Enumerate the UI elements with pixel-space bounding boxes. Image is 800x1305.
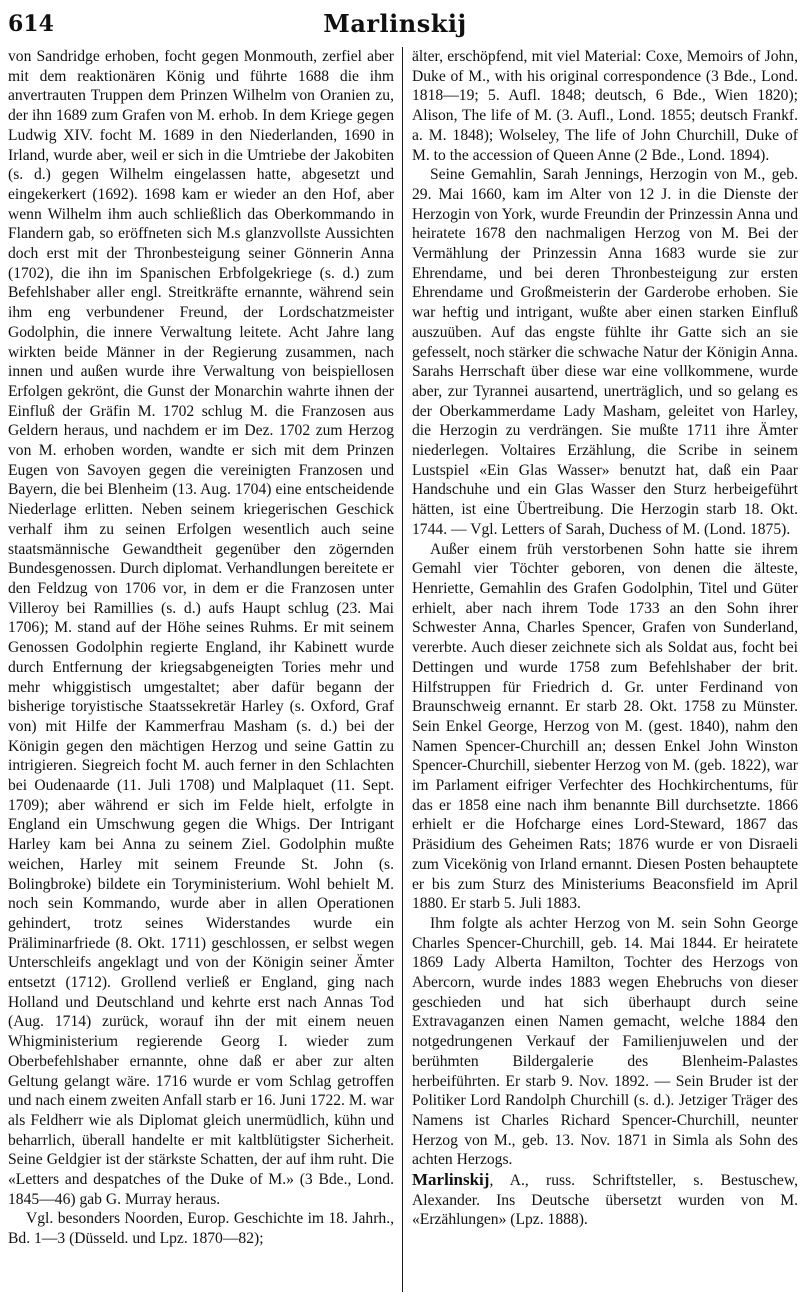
entry-headword: Marlinskij <box>412 1170 490 1190</box>
article-paragraph: Ihm folgte als achter Herzog von M. sein Sohn George Charles Spencer-Churchill, geb. 14. Mai 1844. Er heiratete 1869 Lady Alberta Hamilton, Tochter des Herzogs von Abercorn, wurde indes 1883 wegen Ehebruchs von dieser geschieden und hat sich überhaupt durch seine Extravaganzen einen Namen gemacht, welche 1884 den notgedrungenen Verkauf der Familienjuwelen und der berühmten Bildergalerie des Blenheim-Palastes herbeiführten. Er starb 9. Nov. 1892. — Sein Bruder ist der Politiker Lord Randolph Churchill (s. d.). Jetziger Träger des Namens ist Charles Richard Spencer-Churchill, neunter Herzog von M., geb. 13. Nov. 1871 in Simla als Sohn des achten Herzogs. <box>412 914 798 1169</box>
page-header <box>8 10 782 44</box>
article-paragraph: Seine Gemahlin, Sarah Jennings, Herzogin von M., geb. 29. Mai 1660, kam im Alter von 12 J. in die Dienste der Herzogin von York, wurde Freundin der Prinzessin Anna und heiratete 1678 den nachmaligen Herzog von M. Bei der Vermählung der Prinzessin Anna 1683 wurde sie zur Ehrendame, und bei deren Thronbesteigung zur ersten Ehrendame und Großmeisterin der Garderobe erhoben. Sie war heftig und intrigant, wußte aber einen starken Einfluß auszuüben. Auf das engste fühlte ihr Gatte sich an sie gefesselt, noch stärker die schwache Natur der Königin Anna. Sarahs Herrschaft über diese war eine vollkommene, wurde aber, zur Tyrannei ausartend, unerträglich, und so gelang es der Oberkammerdame Lady Masham, geleitet von Harley, die Herzogin zu verdrängen. Sie mußte 1711 ihre Ämter niederlegen. Voltaires Erzählung, die Scribe in seinem Lustspiel «Ein Glas Wasser» benutzt hat, daß ein Paar Handschuhe und ein Glas Wasser den Sturz herbeigeführt hätten, ist eine Übertreibung. Die Herzogin starb 18. Okt. 1744. — Vgl. Letters of Sarah, Duchess of M. (Lond. 1875). <box>412 166 798 538</box>
article-paragraph: Außer einem früh verstorbenen Sohn hatte sie ihrem Gemahl vier Töchter geboren, von denen die älteste, Henriette, Gemahlin des Grafen Godolphin, Titel und Güter erhielt, aber nach ihrem Tode 1733 an den Sohn ihrer Schwester Anna, Charles Spencer, Grafen von Sunderland, vererbte. Auch dieser zeichnete sich als Soldat aus, focht bei Dettingen und wurde 1758 zum Befehlshaber der brit. Hilfstruppen für Friedrich d. Gr. unter Ferdinand von Braunschweig ernannt. Er starb 28. Okt. 1758 zu Münster. Sein Enkel George, Herzog von M. (gest. 1840), nahm den Namen Spencer-Churchill an; dessen Enkel John Winston Spencer-Churchill, siebenter Herzog von M. (geb. 1822), war im Parlament eifriger Verfechter des Hochkirchentums, für das er 1858 eine nach ihm benannte Bill durchsetzte. 1866 erhielt er die Hofcharge eines Lord-Steward, 1867 das Präsidium des Geheimen Rats; 1876 wurde er von Disraeli zum Vicekönig von Irland ernannt. Diesen Posten behauptete er bis zum Sturz des Ministeriums Beaconsfield im April 1880. Er starb 5. Juli 1883. <box>412 540 798 913</box>
running-head: Marlinskij <box>323 9 467 38</box>
left-column <box>8 47 394 1297</box>
right-column <box>412 47 798 1297</box>
article-paragraph: Vgl. besonders Noorden, Europ. Geschichte im 18. Jahrh., Bd. 1—3 (Düsseld. und Lpz. 1870—82); <box>8 1210 394 1248</box>
entry-text: , A., russ. Schriftsteller, s. Bestuschew, Alexander. Ins Deutsche übersetzt wurden von M. «Erzählungen» (Lpz. 1888). <box>412 1172 798 1229</box>
column-divider <box>402 47 403 1292</box>
dictionary-entry <box>412 1170 798 1230</box>
article-paragraph: älter, erschöpfend, mit viel Material: Coxe, Memoirs of John, Duke of M., with his original correspondence (3 Bde., Lond. 1818—19; 5. Aufl. 1848; deutsch, 6 Bde., Wien 1820); Alison, The life of M. (3. Aufl., Lond. 1855; deutsch Frankf. a. M. 1848); Wolseley, The life of John Churchill, Duke of M. to the accession of Queen Anne (2 Bde., Lond. 1894). <box>412 48 798 164</box>
page-number: 614 <box>8 11 54 37</box>
article-paragraph: von Sandridge erhoben, focht gegen Monmouth, zerfiel aber mit dem reaktionären König und führte 1688 die ihm anvertrauten Truppen dem Prinzen Wilhelm von Oranien zu, der ihn 1689 zum Grafen von M. erhob. In dem Kriege gegen Ludwig XIV. focht M. 1689 in den Niederlanden, 1690 in Irland, wurde aber, weil er sich in die Umtriebe der Jakobiten (s. d.) gegen Wilhelm eingelassen hatte, abgesetzt und eingekerkert (1692). 1698 kam er wieder an den Hof, aber wenn Wilhelm ihm auch schließlich das Oberkommando in Flandern gab, so eröffneten sich M.s glanzvollste Aussichten doch erst mit der Thronbesteigung seiner Gönnerin Anna (1702), die ihn im Spanischen Erbfolgekriege (s. d.) zum Befehlshaber aller engl. Streitkräfte ernannte, während sein ihm eng verbundener Freund, der Lordschatzmeister Godolphin, die innere Verwaltung leitete. Acht Jahre lang wirkten beide Männer in der Regierung zusammen, nach innen und außen wurde ihre Verwaltung von beispiellosen Erfolgen gekrönt, die Gunst der Monarchin wahrte ihnen der Einfluß der Gräfin M. 1702 schlug M. die Franzosen aus Geldern heraus, und nachdem er im Dez. 1702 zum Herzog von M. erhoben worden, wandte er sich mit dem Prinzen Eugen von Savoyen gegen die vereinigten Franzosen und Bayern, die bei Blenheim (13. Aug. 1704) eine entscheidende Niederlage erlitten. Neben seinem kriegerischen Geschick verhalf ihm zu seinen Erfolgen wesentlich auch seine staatsmännische Gewandtheit gegenüber den zögernden Bundesgenossen. Durch diplomat. Verhandlungen bereitete er den Feldzug von 1706 vor, in dem er die Franzosen unter Villeroy bei Ramillies (s. d.) aufs Haupt schlug (23. Mai 1706); M. stand auf der Höhe seines Ruhms. Er mit seinem Genossen Godolphin regierte England, ihr Kabinett wurde durch Entfernung der kriegsabgeneigten Tories mehr und mehr whiggistisch umgestaltet; aber dafür begann der bisherige toryistische Staatssekretär Harley (s. Oxford, Graf von) mit Hilfe der Kammerfrau Masham (s. d.) bei der Königin gegen den mächtigen Herzog und seine Gattin zu intrigieren. Siegreich focht M. auch ferner in den Schlachten bei Oudenaarde (11. Juli 1708) und Malplaquet (11. Sept. 1709); aber während er sich im Felde hielt, erfolgte in England ein Umschwung gegen die Whigs. Der Intrigant Harley kam bei Anna zu seinem Ziel. Godolphin mußte weichen, Harley mit seinem Freunde St. John (s. Bolingbroke) bildete ein Toryministerium. Wohl behielt M. noch sein Kommando, wurde aber in allen Operationen gehindert, trotz seines Widerstandes wurde ein Präliminarfriede (8. Okt. 1711) geschlossen, er selbst wegen Unterschleifs angeklagt und von der Königin seiner Ämter entsetzt (1712). Grollend verließ er England, ging nach Holland und Deutschland und kehrte erst nach Annas Tod (Aug. 1714) zurück, worauf ihn der mit einem neuen Whigministerium regierende Georg I. wieder zum Oberbefehlshaber ernannte, ohne daß er aber zur alten Geltung gelangt wäre. 1716 wurde er vom Schlag getroffen und nach einem zweiten Anfall starb er 16. Juni 1722. M. war als Feldherr wie als Diplomat gleich unermüdlich, kühn und beharrlich, überall handelte er mit kaltblütigster Sicherheit. Seine Geldgier ist der stärkste Schatten, der auf ihm ruht. Die «Letters and despatches of the Duke of M.» (3 Bde., Lond. 1845—46) gab G. Murray heraus. <box>8 48 394 1208</box>
